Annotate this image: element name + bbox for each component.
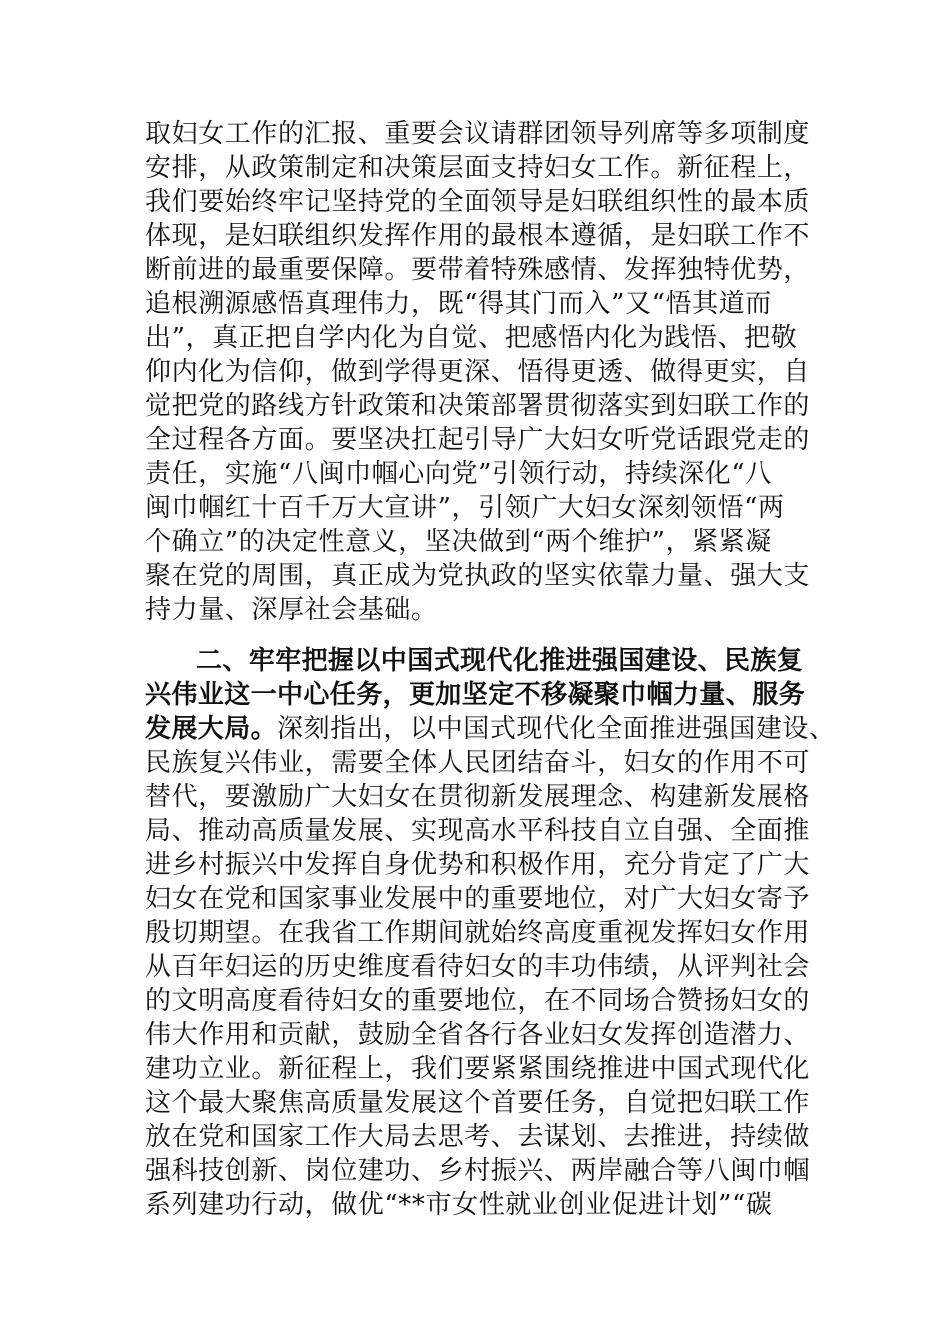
paragraph-line: 局、推动高质量发展、实现高水平科技自立自强、全面推: [145, 816, 811, 846]
paragraph-line: 全过程各方面。要坚决扛起引导广大妇女听党话跟党走的: [145, 425, 811, 455]
paragraph-line: 觉把党的路线方针政策和决策部署贯彻落实到妇联工作的: [145, 391, 811, 421]
section-heading-end: 发展大局。: [145, 714, 278, 744]
paragraph-line: 聚在党的周围，真正成为党执政的坚实依靠力量、强大支: [145, 561, 811, 591]
paragraph-line: 强科技创新、岗位建功、乡村振兴、两岸融合等八闽巾帼: [145, 1156, 811, 1186]
paragraph-line: 放在党和国家工作大局去思考、去谋划、去推进，持续做: [145, 1122, 811, 1152]
paragraph-line: 妇女在党和国家事业发展中的重要地位，对广大妇女寄予: [145, 884, 811, 914]
paragraph-line: 仰内化为信仰，做到学得更深、悟得更透、做得更实，自: [145, 357, 811, 387]
paragraph-line: 这个最大聚焦高质量发展这个首要任务，自觉把妇联工作: [145, 1088, 811, 1118]
paragraph-line: 安排，从政策制定和决策层面支持妇女工作。新征程上，: [145, 153, 811, 183]
paragraph-line: 殷切期望。在我省工作期间就始终高度重视发挥妇女作用: [145, 918, 811, 948]
paragraph-line: 闽巾帼红十百千万大宣讲”，引领广大妇女深刻领悟“两: [145, 493, 785, 523]
paragraph-line: 体现，是妇联组织发挥作用的最根本遵循，是妇联工作不: [145, 221, 811, 251]
paragraph-line: 系列建功行动，做优“**市女性就业创业促进计划”“碳: [145, 1190, 773, 1220]
paragraph-line: 建功立业。新征程上，我们要紧紧围绕推进中国式现代化: [145, 1054, 811, 1084]
paragraph-line: 从百年妇运的历史维度看待妇女的丰功伟绩，从评判社会: [145, 952, 811, 982]
paragraph-text: 深刻指出，以中国式现代化全面推进强国建设、: [277, 714, 836, 744]
paragraph-line: 出”，真正把自学内化为自觉、把感悟内化为践悟、把敬: [145, 323, 798, 353]
paragraph-line: 断前进的最重要保障。要带着特殊感情、发挥独特优势，: [145, 255, 811, 285]
paragraph-line: 持力量、深厚社会基础。: [145, 595, 438, 625]
paragraph-line: 民族复兴伟业，需要全体人民团结奋斗，妇女的作用不可: [145, 748, 811, 778]
section-heading-line: 二、牢牢把握以中国式现代化推进强国建设、民族复: [196, 646, 804, 676]
paragraph-line: 个确立”的决定性意义，坚决做到“两个维护”，紧紧凝: [145, 527, 772, 557]
paragraph-line: 责任，实施“八闽巾帼心向党”引领行动，持续深化“八: [145, 459, 772, 489]
paragraph-line: 取妇女工作的汇报、重要会议请群团领导列席等多项制度: [145, 119, 811, 149]
paragraph-line: 我们要始终牢记坚持党的全面领导是妇联组织性的最本质: [145, 187, 811, 217]
paragraph-line: 替代，要激励广大妇女在贯彻新发展理念、构建新发展格: [145, 782, 811, 812]
paragraph-line: 进乡村振兴中发挥自身优势和积极作用，充分肯定了广大: [145, 850, 811, 880]
paragraph-line: 伟大作用和贡献，鼓励全省各行各业妇女发挥创造潜力、: [145, 1020, 811, 1050]
paragraph-line: 追根溯源感悟真理伟力，既“得其门而入”又“悟其道而: [145, 289, 772, 319]
paragraph-line: 的文明高度看待妇女的重要地位，在不同场合赞扬妇女的: [145, 986, 811, 1016]
section-heading-line: 兴伟业这一中心任务，更加坚定不移凝聚巾帼力量、服务: [145, 680, 806, 710]
section-heading-line: [145, 712, 836, 746]
